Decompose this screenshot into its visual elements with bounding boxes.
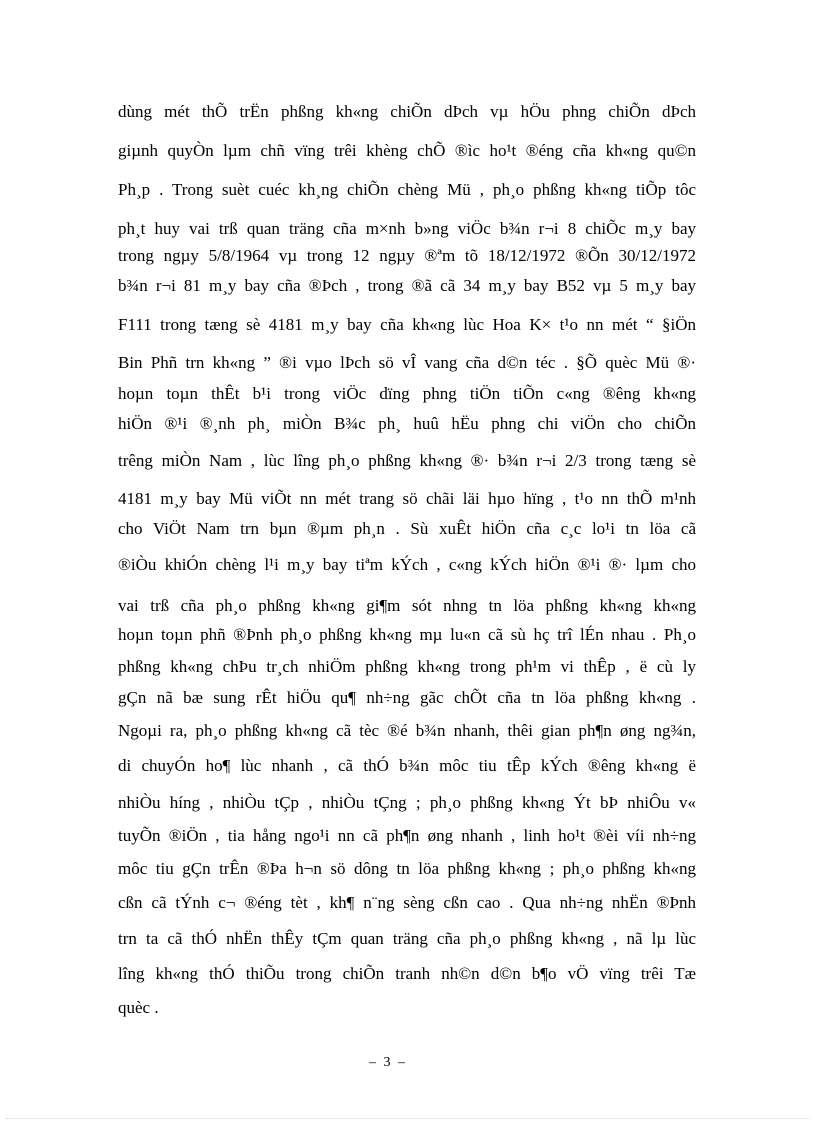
text-line: cßn cã tÝnh c¬ ®éng tèt , kh¶ n¨ng sèng cßn cao . Qua nh÷ng nhËn ®Þnh (118, 893, 696, 912)
text-line: Ngoµi ra, ph¸o phßng kh«ng cã tèc ®é b¾n nhanh, thêi gian ph¶n øng ng¾n, (118, 721, 696, 740)
text-line: 4181 m¸y bay Mü viÕt nn mét trang sö chãi läi hµo hïng , t¹o nn thÕ m¹nh (118, 489, 696, 508)
text-line: ®iÒu khiÓn chèng l¹i m¸y bay tiªm kÝch , c«ng kÝch hiÖn ®¹i ®· lµm cho (118, 555, 696, 574)
text-line: nhiÒu híng , nhiÒu tÇp , nhiÒu tÇng ; ph¸o phßng kh«ng Ýt bÞ nhiÔu v« (118, 793, 696, 812)
text-line: Bin Phñ trn kh«ng ” ®i vµo lÞch sö vÎ vang cña d©n téc . §Õ quèc Mü ®· (118, 353, 696, 372)
text-line: trêng miÒn Nam , lùc lîng ph¸o phßng kh«ng ®· b¾n r¬i 2/3 trong tæng sè (118, 451, 696, 470)
text-line: di chuyÓn ho¶ lùc nhanh , cã thÓ b¾n môc tiu tÊp kÝch ®êng kh«ng ë (118, 756, 696, 775)
text-line: hoµn toµn thÊt b¹i trong viÖc dïng phng tiÖn tiÕn c«ng ®êng kh«ng (118, 384, 696, 403)
text-line: gÇn nã bæ sung rÊt hiÖu qu¶ nh÷ng gãc chÕt cña tn löa phßng kh«ng . (118, 688, 696, 707)
text-line: hiÖn ®¹i ®¸nh ph¸ miÒn B¾c ph¸ huû hËu phng chi viÖn cho chiÕn (118, 414, 696, 433)
text-line: b¾n r¬i 81 m¸y bay cña ®Þch , trong ®ã cã 34 m¸y bay B52 vµ 5 m¸y bay (118, 276, 696, 295)
text-line-last: quèc . (118, 998, 159, 1017)
text-line: lîng kh«ng thÓ thiÕu trong chiÕn tranh nh©n d©n b¶o vÖ vïng trêi Tæ (118, 964, 696, 983)
text-line: tuyÕn ®iÖn , tia hång ngo¹i nn cã ph¶n øng nhanh , linh ho¹t ®èi víi nh÷ng (118, 826, 696, 845)
text-line: phßng kh«ng chÞu tr¸ch nhiÖm phßng kh«ng trong ph¹m vi thÊp , ë cù ly (118, 657, 696, 676)
page-number: – 3 – (369, 1055, 407, 1070)
text-line: Ph¸p . Trong suèt cuéc kh¸ng chiÕn chèng Mü , ph¸o phßng kh«ng tiÕp tôc (118, 180, 696, 199)
text-line: dùng mét thÕ trËn phßng kh«ng chiÕn dÞch vµ hÖu phng chiÕn dÞch (118, 102, 696, 121)
text-line: hoµn toµn phñ ®Þnh ph¸o phßng kh«ng mµ lu«n cã sù hç trî lÉn nhau . Ph¸o (118, 625, 696, 644)
text-line: trn ta cã thÓ nhËn thÊy tÇm quan träng cña ph¸o phßng kh«ng , nã lµ lùc (118, 929, 696, 948)
text-line: F111 trong tæng sè 4181 m¸y bay cña kh«ng lùc Hoa K× t¹o nn mét “ §iÖn (118, 315, 696, 334)
text-line: ph¸t huy vai trß quan träng cña m×nh b»ng viÖc b¾n r¬i 8 chiÕc m¸y bay (118, 219, 696, 238)
text-line: cho ViÖt Nam trn bµn ®µm ph¸n . Sù xuÊt hiÖn cña c¸c lo¹i tn löa cã (118, 519, 696, 538)
text-line: giµnh quyÒn lµm chñ vïng trêi khèng chÕ ®ìc ho¹t ®éng cña kh«ng qu©n (118, 141, 696, 160)
text-line: vai trß cña ph¸o phßng kh«ng gi¶m sót nhng tn löa phßng kh«ng kh«ng (118, 596, 696, 615)
text-line: môc tiu gÇn trÊn ®Þa h¬n sö dông tn löa phßng kh«ng ; ph¸o phßng kh«ng (118, 859, 696, 878)
text-line: trong ngµy 5/8/1964 vµ trong 12 ngµy ®ªm tõ 18/12/1972 ®Õn 30/12/1972 (118, 246, 696, 265)
page-bottom-border (6, 1118, 810, 1119)
